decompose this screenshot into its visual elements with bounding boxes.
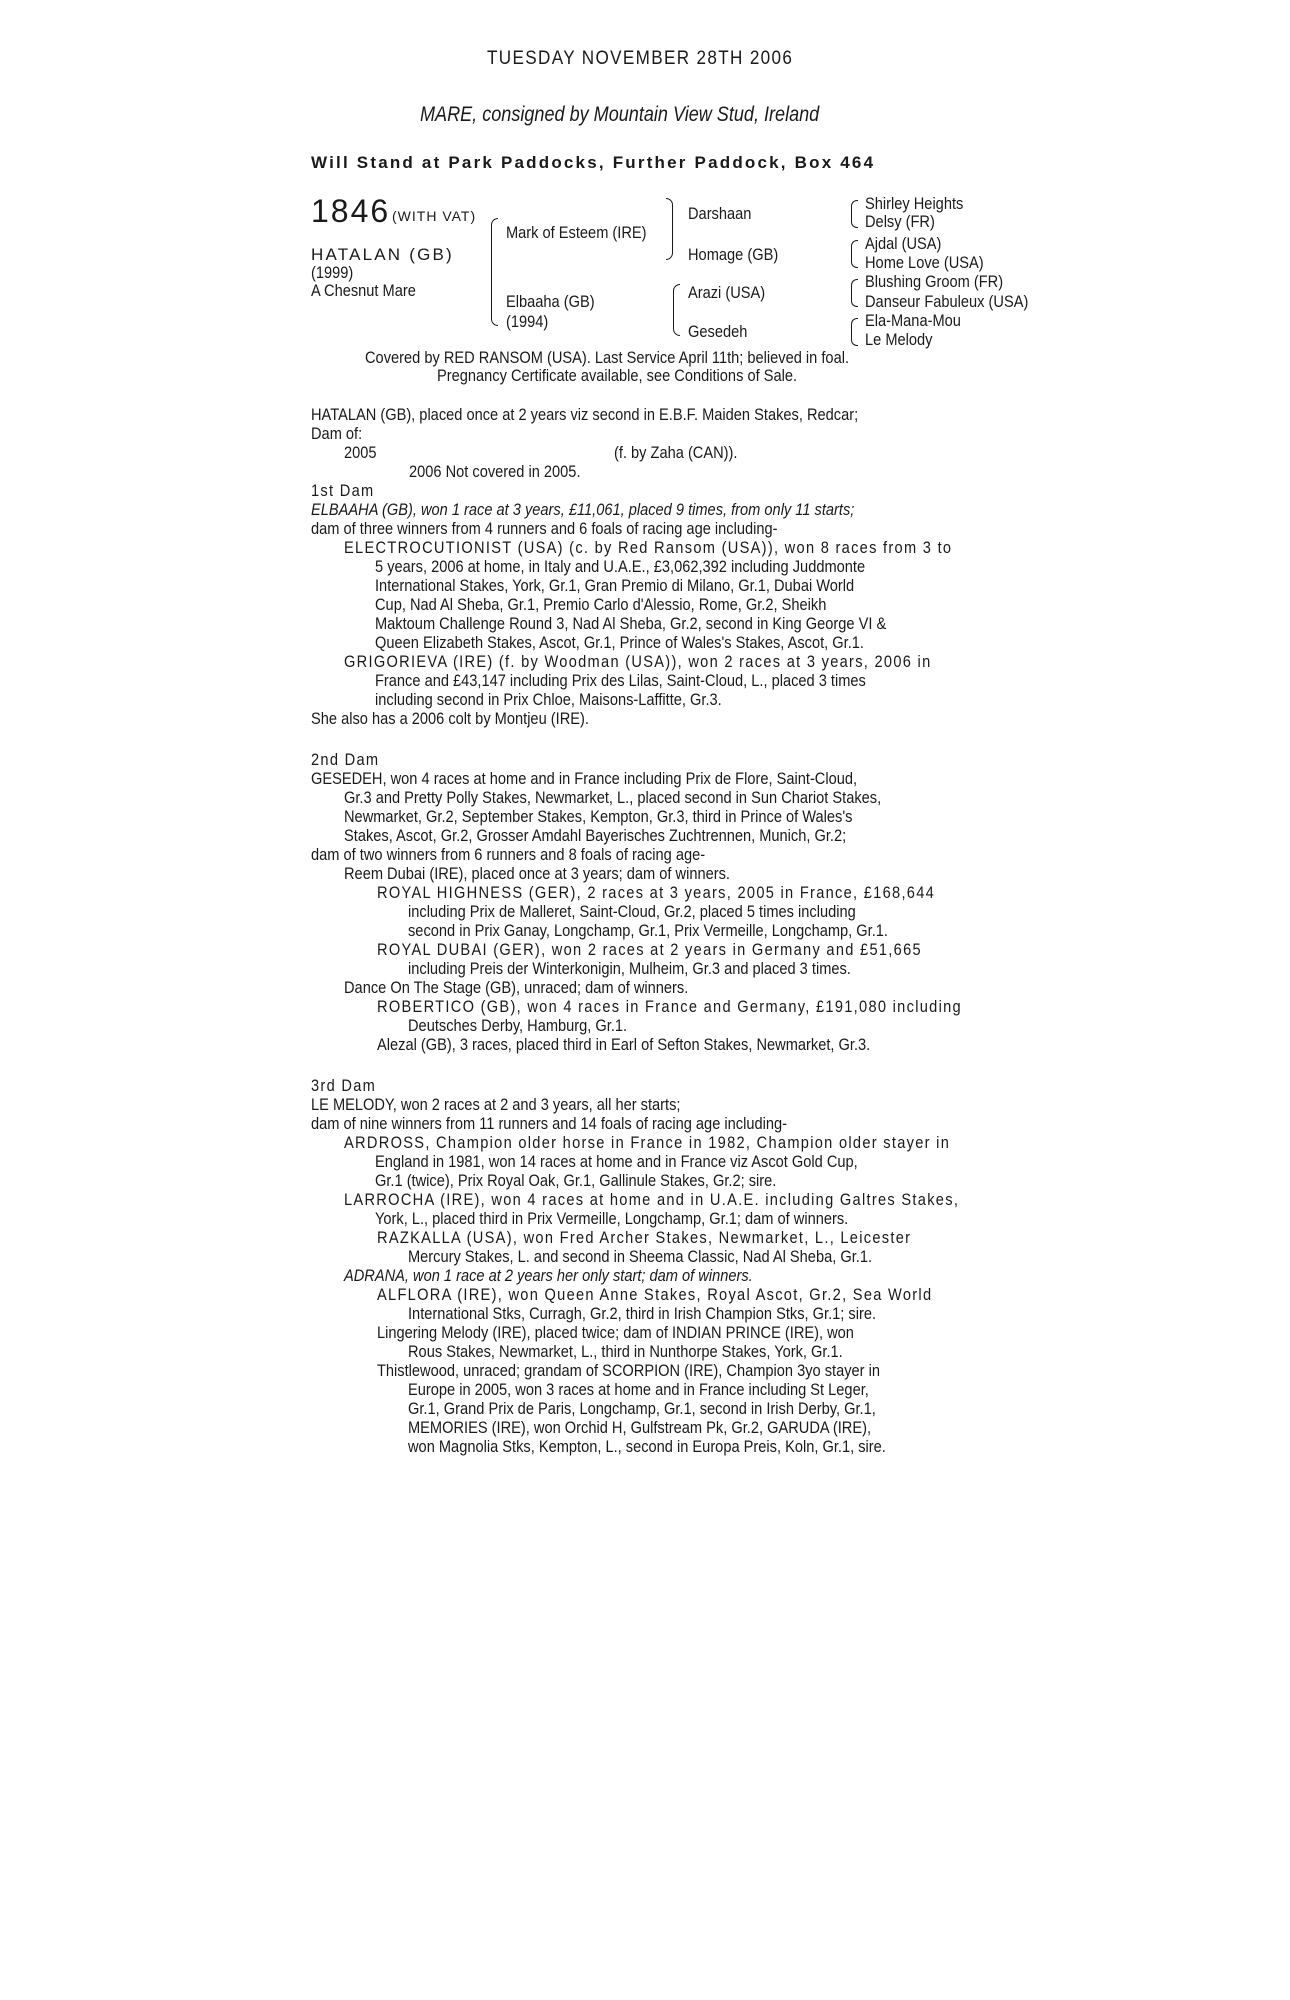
- body-line: ADRANA, won 1 race at 2 years her only start; dam of winners.: [344, 1266, 753, 1285]
- horse-name: HATALAN (GB): [311, 245, 454, 264]
- body-line: Dance On The Stage (GB), unraced; dam of winners.: [344, 978, 689, 997]
- pedigree-dam-dam: Gesedeh: [688, 322, 748, 341]
- body-line: International Stakes, York, Gr.1, Gran Premio di Milano, Gr.1, Dubai World: [375, 576, 855, 595]
- body-line: Queen Elizabeth Stakes, Ascot, Gr.1, Prince of Wales's Stakes, Ascot, Gr.1.: [375, 633, 865, 652]
- body-line: including Prix de Malleret, Saint-Cloud, Gr.2, placed 5 times including: [408, 902, 856, 921]
- body-line: Gr.1 (twice), Prix Royal Oak, Gr.1, Gallinule Stakes, Gr.2; sire.: [375, 1171, 777, 1190]
- body-line: dam of two winners from 6 runners and 8 foals of racing age-: [311, 845, 706, 864]
- body-line: Newmarket, Gr.2, September Stakes, Kempton, Gr.3, third in Prince of Wales's: [344, 807, 853, 826]
- body-line: ROBERTICO (GB), won 4 races in France and Germany, £191,080 including: [377, 997, 962, 1016]
- body-line: ROYAL HIGHNESS (GER), 2 races at 3 years, 2005 in France, £168,644: [377, 883, 936, 902]
- body-line: Rous Stakes, Newmarket, L., third in Nunthorpe Stakes, York, Gr.1.: [408, 1342, 843, 1361]
- body-line: Europe in 2005, won 3 races at home and in France including St Leger,: [408, 1380, 869, 1399]
- sale-date: TUESDAY NOVEMBER 28TH 2006: [487, 48, 794, 69]
- pedigree-brace-ds: [851, 279, 858, 307]
- body-line: ROYAL DUBAI (GER), won 2 races at 2 years in Germany and £51,665: [377, 940, 922, 959]
- body-line: Dam of:: [311, 424, 363, 443]
- horse-year: (1999): [311, 263, 354, 282]
- body-line: ARDROSS, Champion older horse in France in 1982, Champion older stayer in: [344, 1133, 951, 1152]
- body-line: LE MELODY, won 2 races at 2 and 3 years, all her starts;: [311, 1095, 681, 1114]
- body-line: Cup, Nad Al Sheba, Gr.1, Premio Carlo d'Alessio, Rome, Gr.2, Sheikh: [375, 595, 827, 614]
- pedigree-sire-sire: Darshaan: [688, 204, 752, 223]
- pedigree-body: [311, 405, 1071, 1465]
- body-line: Lingering Melody (IRE), placed twice; dam of INDIAN PRINCE (IRE), won: [377, 1323, 854, 1342]
- pedigree-brace-ss: [851, 200, 858, 228]
- body-line: Mercury Stakes, L. and second in Sheema Classic, Nad Al Sheba, Gr.1.: [408, 1247, 873, 1266]
- body-line: She also has a 2006 colt by Montjeu (IRE).: [311, 709, 589, 728]
- body-line: 2006 Not covered in 2005.: [409, 462, 581, 481]
- body-line: MEMORIES (IRE), won Orchid H, Gulfstream Pk, Gr.2, GARUDA (IRE),: [408, 1418, 872, 1437]
- body-line: including Preis der Winterkonigin, Mulheim, Gr.3 and placed 3 times.: [408, 959, 851, 978]
- body-line: Reem Dubai (IRE), placed once at 3 years; dam of winners.: [344, 864, 730, 883]
- body-line: England in 1981, won 14 races at home and in France viz Ascot Gold Cup,: [375, 1152, 858, 1171]
- body-line: LARROCHA (IRE), won 4 races at home and in U.A.E. including Galtres Stakes,: [344, 1190, 960, 1209]
- body-line: won Magnolia Stks, Kempton, L., second in Europa Preis, Koln, Gr.1, sire.: [408, 1437, 886, 1456]
- pedigree-dam-sire: Arazi (USA): [688, 283, 766, 302]
- section-heading: 1st Dam: [311, 481, 375, 500]
- lot-number: 1846: [311, 193, 391, 229]
- body-line: ELBAAHA (GB), won 1 race at 3 years, £11,061, placed 9 times, from only 11 starts;: [311, 500, 855, 519]
- covered-note: Covered by RED RANSOM (USA). Last Service April 11th; believed in foal.: [365, 348, 850, 367]
- pedigree-sdd: Home Love (USA): [865, 253, 984, 272]
- body-line: Alezal (GB), 3 races, placed third in Earl of Sefton Stakes, Newmarket, Gr.3.: [377, 1035, 871, 1054]
- body-line: Stakes, Ascot, Gr.2, Grosser Amdahl Bayerisches Zuchtrennen, Munich, Gr.2;: [344, 826, 847, 845]
- pedigree-dsd: Danseur Fabuleux (USA): [865, 292, 1029, 311]
- pedigree-sds: Ajdal (USA): [865, 234, 942, 253]
- body-line: Gr.3 and Pretty Polly Stakes, Newmarket, L., placed second in Sun Chariot Stakes,: [344, 788, 882, 807]
- section-heading: 2nd Dam: [311, 750, 380, 769]
- body-line: France and £43,147 including Prix des Lilas, Saint-Cloud, L., placed 3 times: [375, 671, 866, 690]
- section-heading: 3rd Dam: [311, 1076, 377, 1095]
- body-line: (f. by Zaha (CAN)).: [614, 443, 738, 462]
- body-line: Thistlewood, unraced; grandam of SCORPION (IRE), Champion 3yo stayer in: [377, 1361, 880, 1380]
- pedigree-brace-main: [491, 218, 498, 326]
- consignor-line: MARE, consigned by Mountain View Stud, Ireland: [420, 103, 820, 126]
- body-line: Gr.1, Grand Prix de Paris, Longchamp, Gr.1, second in Irish Derby, Gr.1,: [408, 1399, 876, 1418]
- body-line: ELECTROCUTIONIST (USA) (c. by Red Ransom (USA)), won 8 races from 3 to: [344, 538, 953, 557]
- body-line: 2005: [344, 443, 377, 462]
- body-line: RAZKALLA (USA), won Fred Archer Stakes, Newmarket, L., Leicester: [377, 1228, 912, 1247]
- pedigree-sire-dam: Homage (GB): [688, 245, 779, 264]
- stand-location: Will Stand at Park Paddocks, Further Paddock, Box 464: [311, 153, 876, 172]
- pedigree-dds: Ela-Mana-Mou: [865, 311, 961, 330]
- body-line: 5 years, 2006 at home, in Italy and U.A.E., £3,062,392 including Juddmonte: [375, 557, 866, 576]
- body-line: HATALAN (GB), placed once at 2 years viz second in E.B.F. Maiden Stakes, Redcar;: [311, 405, 859, 424]
- pedigree-ssd: Delsy (FR): [865, 212, 935, 231]
- body-line: second in Prix Ganay, Longchamp, Gr.1, Prix Vermeille, Longchamp, Gr.1.: [408, 921, 889, 940]
- vat-note: (WITH VAT): [392, 208, 477, 224]
- body-line: International Stks, Curragh, Gr.2, third in Irish Champion Stks, Gr.1; sire.: [408, 1304, 877, 1323]
- pedigree-brace-dd: [851, 318, 858, 346]
- body-line: GRIGORIEVA (IRE) (f. by Woodman (USA)), won 2 races at 3 years, 2006 in: [344, 652, 932, 671]
- body-line: dam of three winners from 4 runners and 6 foals of racing age including-: [311, 519, 778, 538]
- pedigree-sire: Mark of Esteem (IRE): [506, 223, 647, 242]
- pedigree-dss: Blushing Groom (FR): [865, 272, 1004, 291]
- body-line: dam of nine winners from 11 runners and 14 foals of racing age including-: [311, 1114, 787, 1133]
- horse-description: A Chesnut Mare: [311, 281, 416, 300]
- pedigree-dam: Elbaaha (GB): [506, 292, 595, 311]
- body-line: GESEDEH, won 4 races at home and in France including Prix de Flore, Saint-Cloud,: [311, 769, 858, 788]
- body-line: ALFLORA (IRE), won Queen Anne Stakes, Royal Ascot, Gr.2, Sea World: [377, 1285, 933, 1304]
- body-line: York, L., placed third in Prix Vermeille, Longchamp, Gr.1; dam of winners.: [375, 1209, 849, 1228]
- body-line: including second in Prix Chloe, Maisons-Laffitte, Gr.3.: [375, 690, 722, 709]
- pedigree-brace-sd: [851, 240, 858, 268]
- body-line: Maktoum Challenge Round 3, Nad Al Sheba, Gr.2, second in King George VI &: [375, 614, 887, 633]
- pedigree-brace-sire: [666, 198, 673, 260]
- pedigree-sss: Shirley Heights: [865, 194, 964, 213]
- pregnancy-note: Pregnancy Certificate available, see Conditions of Sale.: [437, 366, 798, 385]
- pedigree-dam-year: (1994): [506, 312, 549, 331]
- body-line: Deutsches Derby, Hamburg, Gr.1.: [408, 1016, 628, 1035]
- pedigree-ddd: Le Melody: [865, 330, 933, 349]
- pedigree-brace-dam: [673, 284, 680, 336]
